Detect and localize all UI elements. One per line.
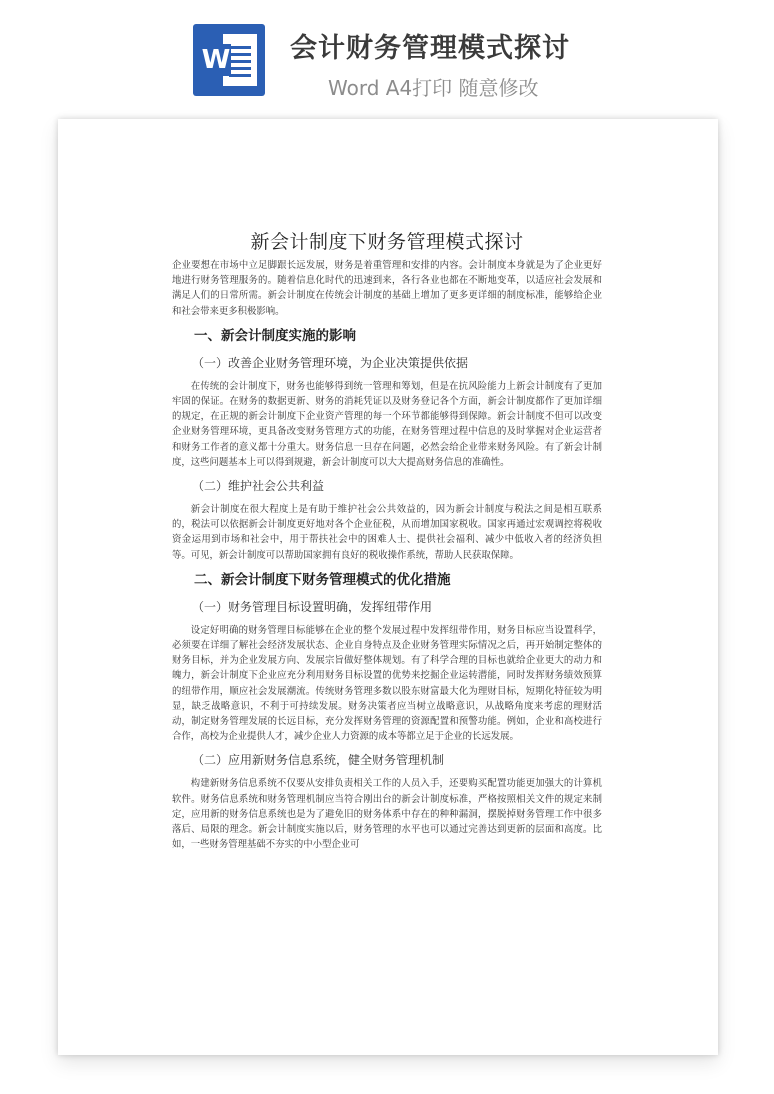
section-1-2-paragraph: 新会计制度在很大程度上是有助于维护社会公共效益的，因为新会计制度与税法之间是相互联系的，税法可以依据新会计制度更好地对各个企业征税，从而增加国家税收。国家再通过宏观调控将税收资金运用到市场和社会中，用于帮扶社会中的困难人士、提供社会福利、减少中低收入者的经济负担等。可见，新会计制度可以帮助国家拥有良好的税收操作系统，帮助人民获取保障。 bbox=[172, 504, 602, 561]
section-1-heading: 一、新会计制度实施的影响 bbox=[194, 327, 356, 344]
section-2-2-paragraph: 构建新财务信息系统不仅要从安排负责相关工作的人员入手，还要购买配置功能更加强大的计算机软件。财务信息系统和财务管理机制应当符合刚出台的新会计制度标准，严格按照相关文件的规定来制定，应用新的财务信息系统也是为了避免旧的财务体系中存在的种种漏洞，摆脱掉财务管理工作中很多落后、局限的理念。新会计制度实施以后，财务管理的水平也可以通过完善达到更新的层面和高度。比如，一些财务管理基础不夯实的中小型企业可 bbox=[172, 778, 602, 851]
page-header bbox=[0, 0, 774, 115]
section-1-1-paragraph: 在传统的会计制度下，财务也能够得到统一管理和筹划，但是在抗风险能力上新会计制度有了更加牢固的保证。在财务的数据更新、财务的消耗凭证以及财务登记各个方面，新会计制度都作了更加详细的规定，在正规的新会计制度下企业资产管理的每一个环节都能够得到保障。新会计制度不但可以改变企业财务管理环境，更具备改变财务管理方式的功能，在财务管理过程中信息的及时掌握对企业运营者和财务工作者的意义都十分重大。财务信息一旦存在问题，必然会给企业带来财务风险。有了新会计制度，这些问题基本上可以得到规避，新会计制度可以大大提高财务信息的准确性。 bbox=[172, 380, 602, 468]
section-1-2-heading: （二）维护社会公共利益 bbox=[192, 479, 325, 494]
word-document-icon bbox=[193, 24, 265, 96]
section-2-heading: 二、新会计制度下财务管理模式的优化措施 bbox=[194, 571, 451, 588]
header-subtitle: Word A4打印 随意修改 bbox=[328, 76, 539, 100]
word-icon-letter: W bbox=[201, 45, 231, 75]
header-title: 会计财务管理模式探讨 bbox=[290, 33, 570, 64]
document-page bbox=[58, 119, 718, 1055]
section-2-2-heading: （二）应用新财务信息系统，健全财务管理机制 bbox=[192, 753, 445, 768]
document-content bbox=[172, 227, 602, 852]
section-2-1-heading: （一）财务管理目标设置明确，发挥纽带作用 bbox=[192, 599, 433, 614]
document-title: 新会计制度下财务管理模式探讨 bbox=[250, 231, 524, 253]
section-2-1-paragraph: 设定好明确的财务管理目标能够在企业的整个发展过程中发挥纽带作用，财务目标应当设置科学，必须要在详细了解社会经济发展状态、企业自身特点及企业财务管理实际情况之后，再开始制定整体的财务目标，并为企业发展方向、发展宗旨做好整体规划。有了科学合理的目标也就给企业更大的动力和魄力，新会计制度下企业应充分利用财务目标设置的优势来挖掘企业运转潜能，同时发挥财务绩效预算的纽带作用，顺应社会发展潮流。传统财务管理多数以股东财富最大化为理财目标，短期化特征较为明显，缺乏战略意识，不利于可持续发展。财务决策者应当树立战略意识，从战略角度来考虑的理财活动，制定财务管理发展的长远目标，充分发挥财务管理的资源配置和预警功能。例如，企业和高校进行合作，高校为企业提供人才，减少企业人力资源的成本等都立足于企业的长远发展。 bbox=[172, 624, 602, 743]
intro-paragraph: 企业要想在市场中立足脚跟长远发展，财务是着重管理和安排的内容。会计制度本身就是为了企业更好地进行财务管理服务的。随着信息化时代的迅速到来，各行各业也都在不断地变革，以适应社会发展和满足人们的日常所需。新会计制度在传统会计制度的基础上增加了更多更详细的制度标准，能够给企业和社会带来更多积极影响。 bbox=[172, 260, 602, 317]
section-1-1-heading: （一）改善企业财务管理环境，为企业决策提供依据 bbox=[192, 355, 469, 370]
